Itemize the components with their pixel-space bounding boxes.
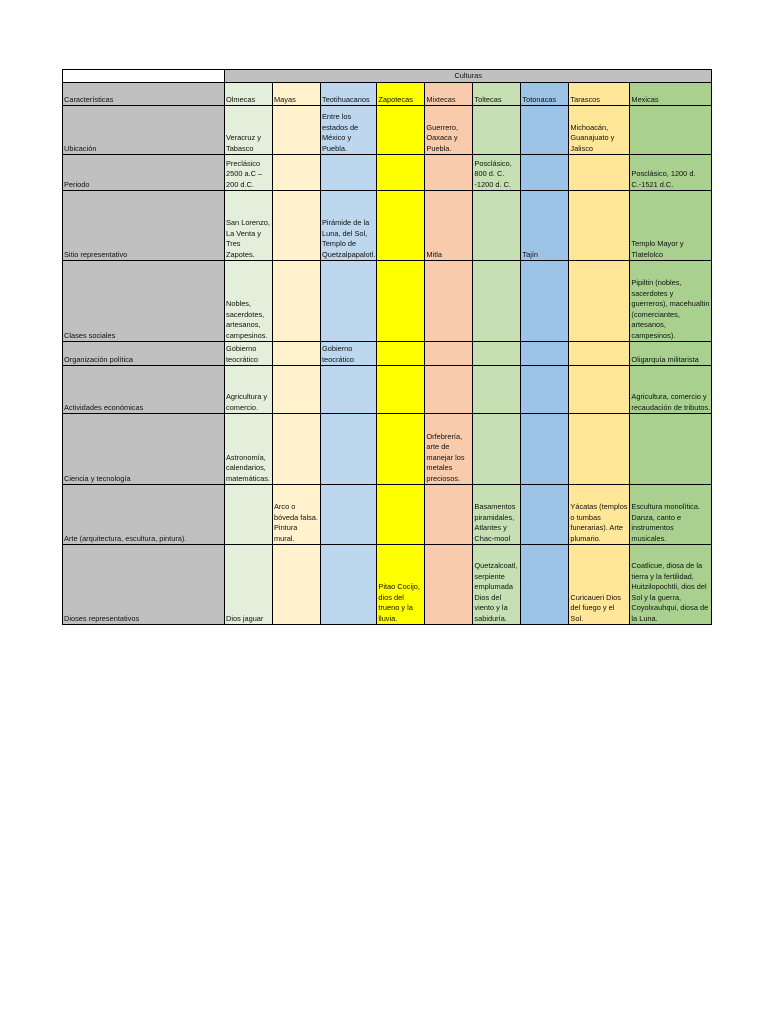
row-label: Ciencia y tecnología: [63, 414, 225, 485]
cell-olmecas: [225, 485, 273, 545]
cell-toltecas: [473, 261, 521, 342]
cell-zapotecas: [377, 485, 425, 545]
table-row: [63, 485, 712, 545]
caracteristicas-header: Características: [63, 83, 225, 106]
cell-zapotecas: [377, 106, 425, 155]
cell-totonacas: [521, 485, 569, 545]
cell-totonacas: [521, 261, 569, 342]
row-label: Arte (arquitectura, escultura, pintura).: [63, 485, 225, 545]
culture-header-totonacas: Totonacas: [521, 83, 569, 106]
cell-mexicas: Agricultura, comercio y recaudación de tributos.: [630, 366, 712, 414]
row-label: Sitio representativo: [63, 191, 225, 261]
cell-mayas: [273, 191, 321, 261]
table-row: [63, 106, 712, 155]
cell-mayas: Arco o bóveda falsa. Pintura mural.: [273, 485, 321, 545]
cell-toltecas: Basamentos piramidales, Atlantes y Chac-mool: [473, 485, 521, 545]
header-row-top: [63, 70, 712, 83]
cell-olmecas: Gobierno teocrático: [225, 342, 273, 366]
cell-teotihuacanos: [321, 414, 377, 485]
cell-tarascos: Yácatas (templos o tumbas funerarias). Arte plumario.: [569, 485, 630, 545]
row-label: Actividades económicas: [63, 366, 225, 414]
cell-toltecas: Posclásico, 800 d. C. -1200 d. C.: [473, 155, 521, 191]
cell-toltecas: [473, 342, 521, 366]
cell-toltecas: [473, 414, 521, 485]
cell-olmecas: Astronomía, calendarios, matemáticas.: [225, 414, 273, 485]
culture-header-mayas: Mayas: [273, 83, 321, 106]
cell-zapotecas: [377, 414, 425, 485]
cell-mexicas: [630, 414, 712, 485]
cell-mexicas: [630, 106, 712, 155]
cell-teotihuacanos: [321, 545, 377, 625]
culture-header-tarascos: Tarascos: [569, 83, 630, 106]
cell-mixtecas: Guerrero, Oaxaca y Puebla.: [425, 106, 473, 155]
cell-mexicas: Escultura monolítica. Danza, canto e instrumentos musicales.: [630, 485, 712, 545]
cell-toltecas: Quetzalcoatl, serpiente emplumada Dios del viento y la sabiduría.: [473, 545, 521, 625]
table-row: [63, 366, 712, 414]
cell-olmecas: Dios jaguar: [225, 545, 273, 625]
cell-teotihuacanos: [321, 261, 377, 342]
cell-mixtecas: [425, 366, 473, 414]
cell-totonacas: Tajín: [521, 191, 569, 261]
table-row: [63, 191, 712, 261]
cell-zapotecas: [377, 342, 425, 366]
cell-tarascos: [569, 191, 630, 261]
cell-zapotecas: [377, 261, 425, 342]
cell-olmecas: Preclásico 2500 a.C – 200 d.C.: [225, 155, 273, 191]
cell-mayas: [273, 342, 321, 366]
culture-header-teotihuacanos: Teotihuacanos: [321, 83, 377, 106]
cell-mayas: [273, 106, 321, 155]
row-label: Ubicación: [63, 106, 225, 155]
cell-mixtecas: [425, 485, 473, 545]
table-row: [63, 261, 712, 342]
cell-toltecas: [473, 106, 521, 155]
cell-teotihuacanos: [321, 366, 377, 414]
culture-header-mexicas: Mexicas: [630, 83, 712, 106]
row-label: Dioses representativos: [63, 545, 225, 625]
cell-totonacas: [521, 106, 569, 155]
table-row: [63, 414, 712, 485]
cell-tarascos: Michoacán, Guanajuato y Jalisco: [569, 106, 630, 155]
row-label: Organización política: [63, 342, 225, 366]
cell-zapotecas: [377, 191, 425, 261]
cell-mixtecas: [425, 545, 473, 625]
cell-totonacas: [521, 342, 569, 366]
cell-mixtecas: [425, 155, 473, 191]
cell-olmecas: Agricultura y comercio.: [225, 366, 273, 414]
row-label: Clases sociales: [63, 261, 225, 342]
cell-zapotecas: [377, 155, 425, 191]
cell-tarascos: [569, 155, 630, 191]
header-row: [63, 83, 712, 106]
cell-mixtecas: Orfebrería, arte de manejar los metales preciosos.: [425, 414, 473, 485]
cell-mixtecas: Mitla: [425, 191, 473, 261]
cell-olmecas: San Lorenzo, La Venta y Tres Zapotes.: [225, 191, 273, 261]
cell-zapotecas: Pitao Cocijo, dios del trueno y la lluvia.: [377, 545, 425, 625]
cell-totonacas: [521, 414, 569, 485]
cell-mayas: [273, 155, 321, 191]
row-label: Periodo: [63, 155, 225, 191]
cell-mixtecas: [425, 342, 473, 366]
culturas-header: Culturas: [225, 70, 712, 83]
cell-olmecas: Veracruz y Tabasco: [225, 106, 273, 155]
table-row: [63, 155, 712, 191]
cell-totonacas: [521, 366, 569, 414]
cell-mexicas: Oligarquía militarista: [630, 342, 712, 366]
cell-teotihuacanos: Entre los estados de México y Puebla.: [321, 106, 377, 155]
cell-tarascos: [569, 414, 630, 485]
cell-mayas: [273, 366, 321, 414]
cell-teotihuacanos: [321, 155, 377, 191]
cell-tarascos: [569, 261, 630, 342]
cell-zapotecas: [377, 366, 425, 414]
cell-olmecas: Nobles, sacerdotes, artesanos, campesinos.: [225, 261, 273, 342]
header-blank-cell: [63, 70, 225, 83]
cell-tarascos: Curicaueri Dios del fuego y el Sol.: [569, 545, 630, 625]
cell-teotihuacanos: Pirámide de la Luna, del Sol, Templo de Quetzalpapalotl.: [321, 191, 377, 261]
cell-totonacas: [521, 545, 569, 625]
cell-totonacas: [521, 155, 569, 191]
cell-toltecas: [473, 191, 521, 261]
cell-mixtecas: [425, 261, 473, 342]
cell-mexicas: Pipiltin (nobles, sacerdotes y guerreros), macehualtin (comerciantes, artesanos, campesinos).: [630, 261, 712, 342]
cell-mexicas: Templo Mayor y Tlatelolco: [630, 191, 712, 261]
cell-mexicas: Posclásico, 1200 d. C.-1521 d.C.: [630, 155, 712, 191]
cell-mayas: [273, 414, 321, 485]
cultures-table: [62, 69, 712, 625]
table-row: [63, 545, 712, 625]
culture-header-zapotecas: Zapotecas: [377, 83, 425, 106]
cell-tarascos: [569, 342, 630, 366]
table-row: [63, 342, 712, 366]
cell-tarascos: [569, 366, 630, 414]
culture-header-olmecas: Olmecas: [225, 83, 273, 106]
cell-teotihuacanos: Gobierno teocrático: [321, 342, 377, 366]
cell-mayas: [273, 545, 321, 625]
cell-mexicas: Coatlicue, diosa de la tierra y la fertilidad, Huitzilopochtli, dios del Sol y la guerra, Coyolxauhqui, diosa de la Luna.: [630, 545, 712, 625]
culture-header-toltecas: Toltecas: [473, 83, 521, 106]
cell-mayas: [273, 261, 321, 342]
culture-header-mixtecas: Mixtecas: [425, 83, 473, 106]
cell-toltecas: [473, 366, 521, 414]
cell-teotihuacanos: [321, 485, 377, 545]
